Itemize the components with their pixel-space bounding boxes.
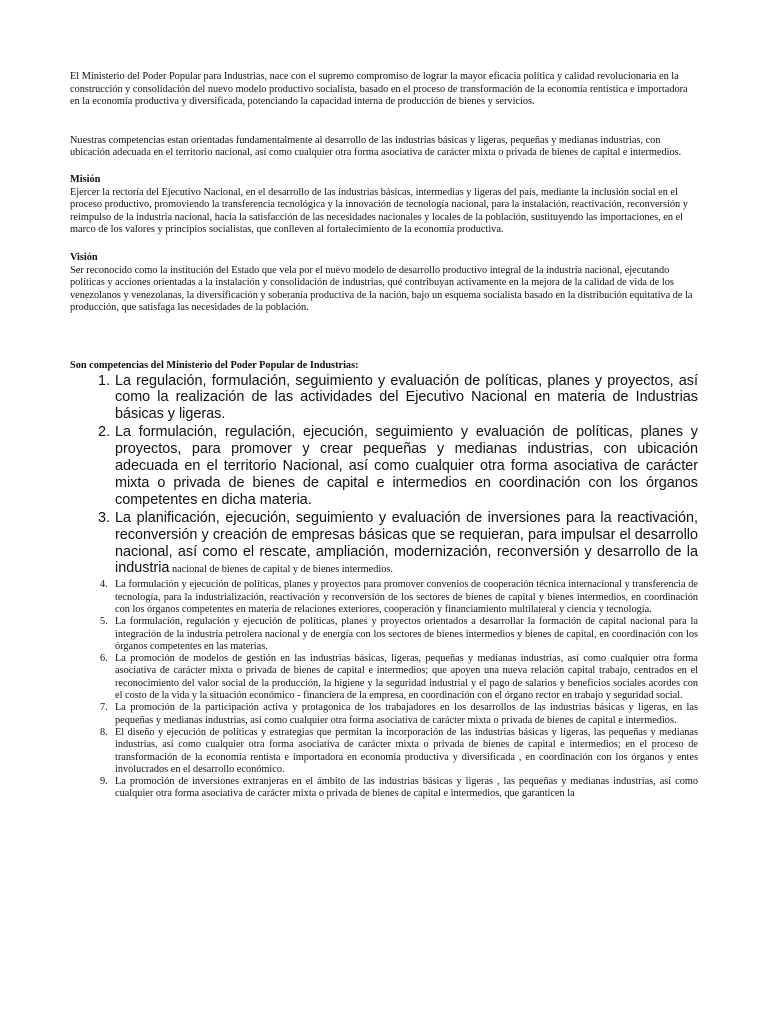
list-item-text: La formulación, regulación, ejecución, seguimiento y evaluación de políticas, planes y proyectos, para promover y crear pequeñas y medianas industrias, con ubicación adecuada en el territorio Nacional, así como cualquier otra forma asociativa de carácter mixta o privada de bienes de capital e intermedios en coordinación con los órganos competentes en dicha materia. [115,424,698,508]
vision-heading: Visión [70,251,98,263]
list-item-text: La formulación y ejecución de políticas, planes y proyectos para promover convenios de cooperación técnica internacional y transferencia de tecnología, para la industrialización, reactivación y reconversión de los sectores de bienes de capital y bienes intermedios, en coordinación con los órganos competentes en materia de relaciones exteriores, cooperación y financiamiento multilateral y ciencia y tecnología. [115,579,698,615]
document-page [70,71,698,801]
intro-paragraph-2: Nuestras competencias estan orientadas fundamentalmente al desarrollo de las industrias básicas y ligeras, pequeñas y medianas industrias, con ubicación adecuada en el territorio nacional, así como cualquier otra forma asociativa de carácter mixta o privada de bienes de capital e intermedios. [70,134,682,159]
list-item [70,510,698,580]
competencias-list [70,373,698,801]
list-item-text-tail: nacional de bienes de capital y de bienes intermedios. [169,564,393,576]
list-item-text: La planificación, ejecución, seguimiento y evaluación de inversiones para la reactivación, reconversión y creación de empresas básicas que se requieran, para impulsar el desarrollo nacional, así como el rescate, ampliación, modernización, reconversión y desarrollo de la industria [115,509,698,577]
list-item-text: El diseño y ejecución de políticas y estrategias que permitan la incorporación de las industrias básicas y ligeras, las pequeñas y medianas industrias, así como cualquier otra forma asociativa de carácter mixta o privada de bienes de capital e intermedios; en el proceso de transformación de la economía rentista e importadora en economía productiva y diversificada , en coordinación con los órganos y entes involucrados en el desarrollo económico. [115,726,698,775]
list-item-number: 5. [100,616,108,628]
list-item-number: 1. [98,372,111,389]
list-item [70,424,698,509]
list-item [70,373,698,424]
list-item [70,727,698,776]
list-item [70,702,698,727]
list-item-text: La promoción de la participación activa y protagonica de los trabajadores en los desarrollos de las industrias básicas y ligeras, en las pequeñas y medianas industrias, así como cualquier otra forma asociativa de carácter mixta o privada de bienes de capital e intermedios. [115,702,698,726]
list-item [70,776,698,801]
list-item-number: 4. [100,579,108,591]
list-item-text: La promoción de inversiones extranjeras en el ámbito de las industrias básicas y ligeras , las pequeñas y medianas industrias, así como cualquier otra forma asociativa de carácter mixta o privada de bienes de capital e intermedios, que garanticen la [115,776,698,800]
list-item [70,616,698,653]
list-item-number: 2. [98,424,111,441]
list-item-number: 8. [100,726,108,738]
vision-text: Ser reconocido como la institución del Estado que vela por el nuevo modelo de desarrollo productivo integral de la industria nacional, ejecutando políticas y acciones orientadas a la instalación y consolidación de industrias, qué contribuyan activamente en la mejora de la calidad de vida de los venezolanos y venezolanas, la diversificación y soberanía productiva de la nación, bajo un esquema socialista basado en la distribución equitativa de la producción, que satisfaga las necesidades de la población. [70,264,693,314]
list-item-number: 9. [100,776,108,788]
list-item [70,653,698,702]
list-item-number: 6. [100,653,108,665]
mision-heading: Misión [70,173,101,185]
intro-paragraph-1: El Ministerio del Poder Popular para Industrias, nace con el supremo compromiso de lograr la mayor eficacia política y calidad revolucionaria en la construcción y consolidación del nuevo modelo productivo socialista, basado en el proceso de transformación de la economía rentística e importadora en la economía productiva y diversificada, potenciando la capacidad interna de producción de bienes y servicios. [70,71,688,108]
list-item-number: 3. [98,509,111,526]
list-item [70,579,698,616]
list-item-text: La formulación, regulación y ejecución de políticas, planes y proyectos orientados a desarrollar la formación de capital nacional para la integración de la industria petrolera nacional y de energía con los sectores de bienes intermedios y bienes de capital, en coordinación con los órganos competentes en las materias. [115,616,698,652]
mision-text: Ejercer la rectoría del Ejecutivo Nacional, en el desarrollo de las industrias básicas, intermedias y ligeras del país, mediante la inclusión social en el proceso productivo, promoviendo la transferencia tecnológica y la innovación de tecnología nacional, para la instalación, reactivación, reconversión y reimpulso de la industria nacional, hacia la satisfacción de las necesidades nacionales y locales de la población, sustituyendo las importaciones, en el marco de los valores y principios socialistas, que conlleven al fortalecimiento de la economía productiva. [70,186,688,236]
list-item-text: La regulación, formulación, seguimiento y evaluación de políticas, planes y proyectos, así como la realización de las actividades del Ejecutivo Nacional en materia de Industrias básicas y ligeras. [115,372,698,423]
list-item-number: 7. [100,702,108,714]
competencias-heading: Son competencias del Ministerio del Poder Popular de Industrias: [70,359,359,371]
list-item-text: La promoción de modelos de gestión en las industrias básicas, ligeras, pequeñas y medianas industrias, así como cualquier otra forma asociativa de carácter mixta o privada de bienes de capital e intermedios; que apoyen una nueva relación capital trabajo, centrados en el reconocimiento del valor social de la producción, la higiene y la seguridad industrial y el pago de salarios y beneficios sociales acordes con el costo de la vida y la situación económico - financiera de la empresa, en coordinación con el órgano rector en trabajo y seguridad social. [115,653,698,702]
